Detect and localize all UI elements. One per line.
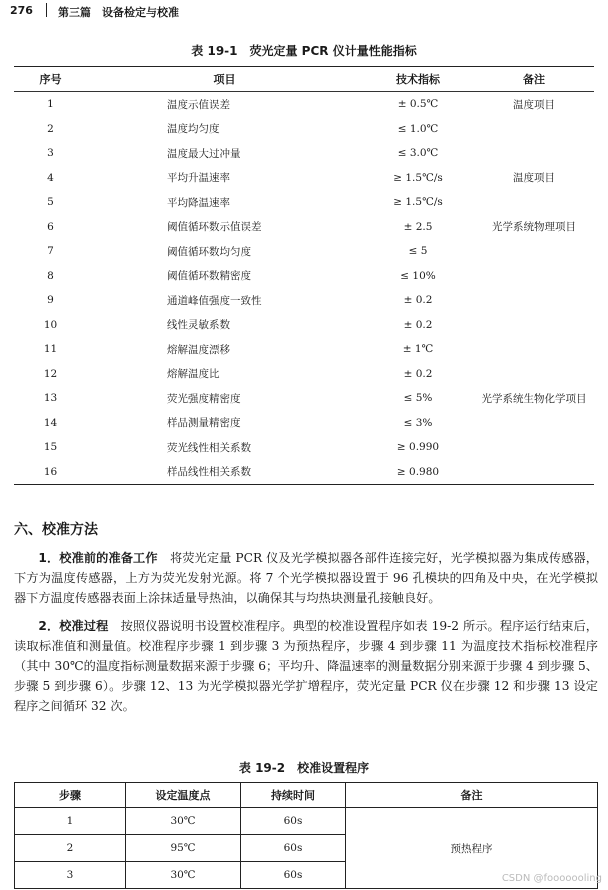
cell-number: 12 [43,367,58,380]
chapter-title: 第三篇 设备检定与校准 [58,6,179,19]
cell-item: 温度均匀度 [167,123,220,136]
cell-temperature: 30℃ [126,862,241,889]
cell-item: 阈值循环数示值误差 [167,221,262,234]
paragraph-process [14,616,598,716]
column-header: 项目 [87,67,362,92]
cell-spec: ≤ 5 [408,245,428,258]
cell-spec: ≤ 3.0℃ [397,147,439,160]
cell-number: 16 [43,465,58,478]
cell-note [474,190,594,215]
cell-note: 温度项目 [513,172,555,185]
cell-number: 10 [43,318,58,331]
cell-item: 熔解温度漂移 [167,343,230,356]
cell-note [474,411,594,436]
table-row [14,117,594,142]
cell-temperature: 95℃ [126,835,241,862]
cell-spec: ≥ 1.5℃/s [393,196,443,209]
cell-spec: ± 0.5℃ [397,98,439,111]
table2-title: 表 19-2 校准设置程序 [238,761,370,775]
cell-spec: ≥ 1.5℃/s [393,171,443,184]
page-header [10,3,598,19]
cell-item: 通道峰值强度一致性 [167,294,262,307]
cell-number: 7 [47,245,54,258]
cell-duration: 60s [241,835,346,862]
watermark: CSDN @fooooooling [501,873,602,884]
cell-note [474,435,594,460]
cell-item: 样品线性相关系数 [167,466,251,479]
cell-item: 平均降温速率 [167,196,230,209]
table-row [15,808,598,835]
table-row [14,288,594,313]
table-row [14,313,594,338]
cell-spec: ± 1℃ [402,343,434,356]
cell-note-merged: 预热程序 [346,808,598,889]
table-header-row [14,67,594,92]
table-row [14,166,594,191]
cell-number: 6 [47,220,54,233]
cell-number: 15 [43,441,58,454]
column-header: 设定温度点 [126,783,241,808]
paragraph-lead: 1．校准前的准备工作 [38,551,158,565]
cell-note [474,337,594,362]
cell-number: 1 [47,98,54,111]
cell-number: 9 [47,294,54,307]
cell-item: 阈值循环数精密度 [167,270,251,283]
cell-step: 2 [15,835,126,862]
cell-spec: ≤ 3% [403,416,433,429]
table-row [14,362,594,387]
cell-spec: ± 0.2 [403,294,433,307]
table-row [14,215,594,240]
cell-note [474,117,594,142]
page-number: 276 [10,4,33,17]
cell-temperature: 30℃ [126,808,241,835]
cell-spec: ≥ 0.990 [396,441,440,454]
table-row [14,337,594,362]
column-header: 技术指标 [362,67,474,92]
cell-note [474,313,594,338]
cell-note [474,264,594,289]
cell-note [474,362,594,387]
cell-item: 阈值循环数均匀度 [167,245,251,258]
cell-duration: 60s [241,808,346,835]
section-title: 六、校准方法 [14,522,98,538]
cell-number: 13 [43,392,58,405]
paragraph-lead: 2．校准过程 [38,619,109,633]
cell-spec: ≤ 10% [400,269,436,282]
cell-note [474,239,594,264]
table-row [14,92,594,117]
cell-number: 5 [47,196,54,209]
cell-item: 平均升温速率 [167,172,230,185]
cell-step: 3 [15,862,126,889]
cell-item: 荧光线性相关系数 [167,441,251,454]
cell-spec: ≤ 5% [403,392,433,405]
table-row [14,264,594,289]
table-row [14,386,594,411]
cell-step: 1 [15,808,126,835]
header-divider [46,3,47,17]
cell-number: 8 [47,269,54,282]
cell-spec: ± 0.2 [403,318,433,331]
table-header-row [15,783,598,808]
cell-number: 14 [43,416,58,429]
cell-spec: ± 2.5 [403,220,433,233]
cell-item: 温度最大过冲量 [167,147,241,160]
cell-number: 4 [47,171,54,184]
cell-spec: ± 0.2 [403,367,433,380]
cell-item: 线性灵敏系数 [167,319,230,332]
table1-title: 表 19-1 荧光定量 PCR 仪计量性能指标 [191,44,417,58]
table-row [14,435,594,460]
cell-spec: ≥ 0.980 [396,465,440,478]
paragraph-preparation [14,548,598,608]
column-header: 序号 [14,67,87,92]
cell-number: 3 [47,147,54,160]
cell-number: 11 [43,343,58,356]
cell-note [474,460,594,485]
cell-item: 熔解温度比 [167,368,220,381]
cell-number: 2 [47,122,54,135]
column-header: 备注 [474,67,594,92]
cell-duration: 60s [241,862,346,889]
cell-item: 荧光强度精密度 [167,392,241,405]
paragraph-text: 按照仪器说明书设置校准程序。典型的校准设置程序如表 19-2 所示。程序运行结束后，读取标准值和测量值。校准程序步骤 1 到步骤 3 为预热程序，步骤 4 到步骤 11 为温度技术指标校准程序（其中 30℃的温度指标测量数据来源于步骤 6；平均升、降温速率的测量数据分别来源于步骤 4 到步骤 5、步骤 5 到步骤 6）。步骤 12、13 为光学模拟器光学扩增程序，荧光定量 PCR 仪在步骤 12 和步骤 13 设定程序之间循环 32 次。 [14,619,598,713]
table-row [14,411,594,436]
table-row [14,239,594,264]
column-header: 备注 [346,783,598,808]
column-header: 步骤 [15,783,126,808]
paragraph-text: 将荧光定量 PCR 仪及光学模拟器各部件连接完好，光学模拟器为集成传感器，下方为温度传感器，上方为荧光发射光源。将 7 个光学模拟器设置于 96 孔模块的四角及中央，在光学模拟器下方温度传感器表面上涂抹适量导热油，以确保其与均热块测量孔接触良好。 [14,551,598,605]
table-row [14,460,594,485]
cell-note: 光学系统物理项目 [492,221,576,234]
cell-item: 温度示值误差 [167,98,230,111]
table-row [14,190,594,215]
cell-note [474,141,594,166]
column-header: 持续时间 [241,783,346,808]
table-row [14,141,594,166]
cell-note: 温度项目 [513,98,555,111]
cell-spec: ≤ 1.0℃ [397,122,439,135]
cell-note [474,288,594,313]
cell-note: 光学系统生物化学项目 [481,392,587,405]
performance-table [14,66,594,485]
cell-item: 样品测量精密度 [167,417,241,430]
